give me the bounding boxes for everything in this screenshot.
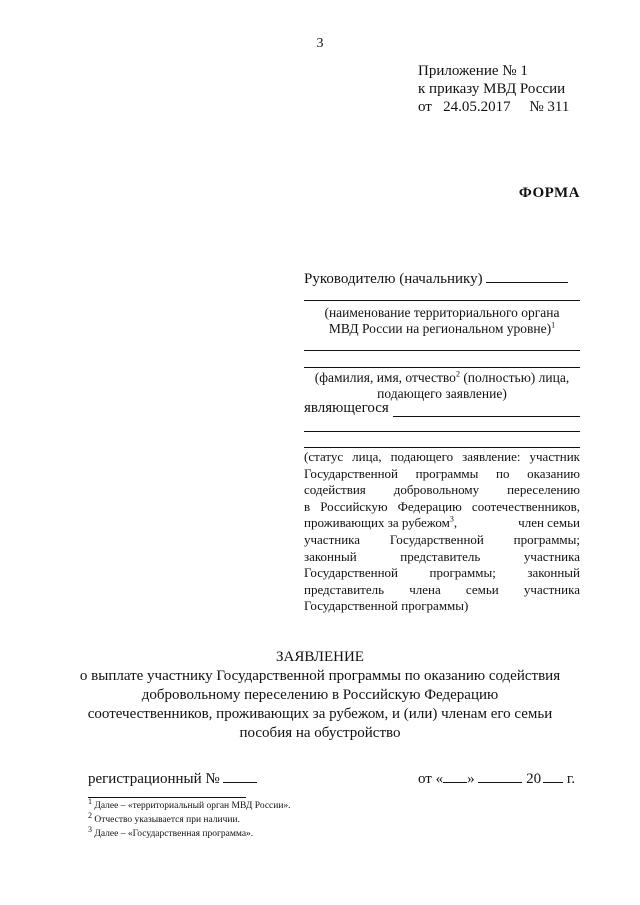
fio-caption-line-1: (фамилия, имя, отчество$^2$ (полностью) лица, [314, 369, 570, 385]
statement-title: ЗАЯВЛЕНИЕ [276, 649, 364, 665]
status-line: участника Государственной программы; [304, 531, 580, 547]
statement-subtitle-2: добровольному переселению в Российскую Федерацию [141, 687, 499, 703]
form-label: ФОРМА [518, 185, 580, 201]
addressee-line [304, 270, 580, 288]
registration-number [88, 770, 257, 788]
footnote-2: $^2$ Отчество указывается при наличии. [88, 810, 240, 825]
registration-date [418, 770, 575, 788]
footnote-ref-2: 2 [455, 369, 460, 379]
date-prefix: от « [418, 771, 444, 787]
body-caption-line-2: МВД России на региональном уровне)$^1$ [328, 320, 556, 336]
footnote-separator [88, 797, 246, 798]
being-blank[interactable] [393, 404, 580, 417]
status-line-2[interactable] [304, 447, 580, 448]
body-caption-line-1: (наименование территориального органа [324, 305, 560, 320]
page-number: 3 [316, 36, 324, 51]
status-text: проживающих за рубежом$^3$, [304, 515, 458, 531]
statement-subtitle-4: пособия на обустройство [239, 725, 401, 741]
status-line: содействия добровольному переселению [304, 482, 580, 498]
status-line: в Российскую Федерацию соотечественников, [304, 498, 580, 514]
registration-label: регистрационный № [88, 771, 220, 787]
status-line: законный представитель участника [304, 548, 580, 564]
statement-subtitle-3: соотечественников, проживающих за рубежом, и (или) членам его семьи [87, 706, 553, 722]
footnote-3: $^3$ Далее – «Государственная программа». [88, 824, 254, 839]
annex-line-1: Приложение № 1 [418, 63, 528, 79]
status-line: Государственной программы; законный [304, 565, 580, 581]
month-blank[interactable] [478, 770, 522, 783]
year-blank[interactable] [543, 770, 563, 783]
registration-blank[interactable] [223, 770, 257, 783]
footnote-ref-3: 3 [449, 515, 454, 525]
date-mid: » [467, 771, 475, 787]
being-label: являющегося [304, 400, 389, 416]
addressee-label: Руководителю (начальнику) [304, 271, 483, 287]
day-blank[interactable] [443, 770, 467, 783]
status-text: член семьи [518, 515, 580, 531]
annex-line-3: от 24.05.2017 № 311 [418, 99, 570, 115]
annex-line-2: к приказу МВД России [418, 81, 566, 97]
fio-caption-line-2: подающего заявление) [377, 386, 507, 401]
addressee-blank[interactable] [486, 270, 568, 283]
body-name-line[interactable] [304, 300, 580, 301]
fio-line-1[interactable] [304, 350, 580, 351]
year-prefix: 20 [526, 771, 542, 787]
status-line: представитель члена семьи участника [304, 581, 580, 597]
being-line [304, 400, 580, 417]
status-line: (статус лица, подающего заявление: участник [304, 449, 580, 464]
footnote-1: $^1$ Далее – «территориальный орган МВД России». [88, 796, 291, 811]
annex-block [418, 62, 569, 116]
footnote-ref-1: 1 [551, 320, 556, 330]
status-line: Государственной программы по оказанию [304, 465, 580, 481]
statement-subtitle-1: о выплате участнику Государственной программы по оказанию содействия [79, 668, 561, 684]
body-name-caption [304, 305, 580, 337]
status-line-1[interactable] [304, 431, 580, 432]
status-line: Государственной программы) [304, 598, 469, 614]
year-suffix: г. [566, 771, 576, 787]
status-line [304, 515, 580, 532]
status-caption [304, 449, 580, 615]
fio-line-2[interactable] [304, 367, 580, 368]
fio-caption [304, 370, 580, 402]
